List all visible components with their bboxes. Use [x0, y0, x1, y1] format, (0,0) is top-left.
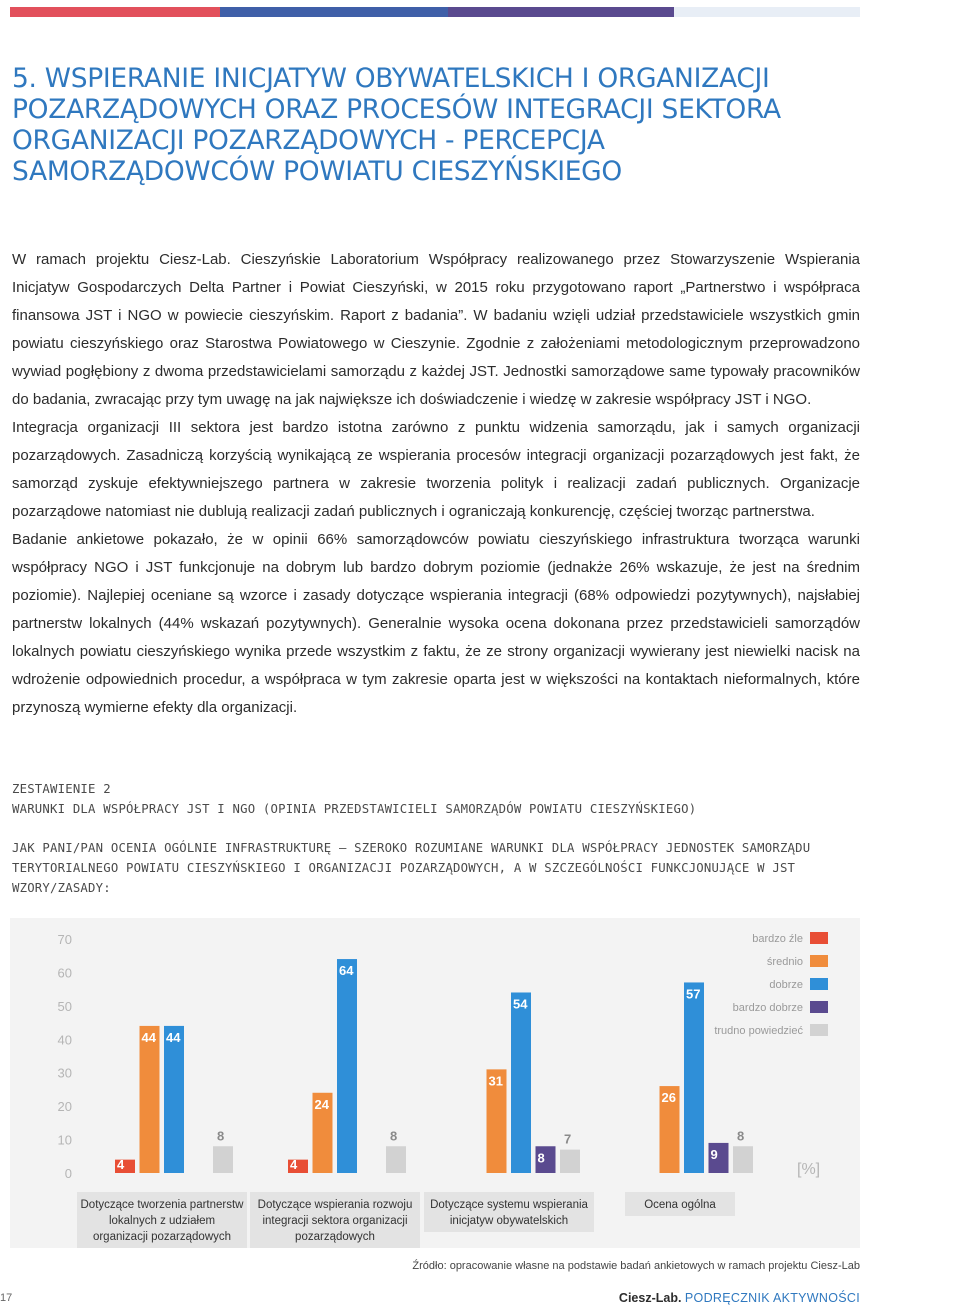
unit-label: [%]	[797, 1161, 821, 1178]
data-label: 54	[513, 996, 528, 1012]
footer-title: PODRĘCZNIK AKTYWNOŚCI	[684, 1291, 860, 1305]
bar	[560, 1150, 580, 1173]
y-tick-label: 40	[57, 1032, 72, 1048]
source-note: Źródło: opracowanie własne na podstawie badań ankietowych w ramach projektu Ciesz-Lab	[412, 1260, 860, 1272]
bar	[733, 1146, 753, 1173]
category-label: Ocena ogólna	[644, 1199, 716, 1211]
data-label: 44	[166, 1029, 181, 1045]
category-label: Dotyczące systemu wspierania	[430, 1199, 588, 1211]
y-tick-label: 10	[57, 1132, 72, 1148]
bar-chart	[10, 918, 860, 1248]
legend-swatch	[810, 932, 828, 944]
legend-label: bardzo źle	[752, 933, 803, 945]
data-label: 44	[141, 1029, 156, 1045]
top-color-bar	[10, 7, 860, 17]
y-tick-label: 60	[57, 965, 72, 981]
y-tick-label: 70	[57, 932, 72, 947]
legend-label: bardzo dobrze	[732, 1002, 803, 1014]
legend-swatch	[810, 1024, 828, 1036]
data-label: 7	[564, 1131, 572, 1147]
data-label: 9	[710, 1146, 718, 1162]
top-bar-blue	[220, 7, 448, 17]
section-label: ZESTAWIENIE 2	[12, 782, 111, 796]
bar	[164, 1026, 184, 1173]
page-number: 17	[0, 1292, 13, 1304]
section-title: WARUNKI DLA WSPÓŁPRACY JST I NGO (OPINIA PRZEDSTAWICIELI SAMORZĄDÓW POWIATU CIESZYŃSKIEGO)	[12, 802, 697, 816]
body-text	[12, 246, 860, 722]
paragraph-1: W ramach projektu Ciesz-Lab. Cieszyńskie Laboratorium Współpracy realizowanego przez Stowarzyszenie Wspierania Inicjatyw Gospodarczych Delta Partner i Powiat Cieszyński, w 2015 roku przygotowano raport „Partnerstwo i współpraca finansowa JST i NGO w powiecie cieszyńskim. Raport z badania”. W badaniu wzięli udział przedstawiciele wszystkich gmin powiatu cieszyńskiego oraz Starostwa Powiatowego w Cieszynie. Zgodnie z założeniami metodologicznym przeprowadzono wywiad pogłębiony z dwoma przedstawicielami samorządu z każdej JST. Jednostki samorządowe same typowały pracowników do badania, zwracając przy tym uwagę na jak największe ich doświadczenie i wiedzę w zakresie współpracy JST i NGO.	[12, 251, 860, 408]
legend-swatch	[810, 955, 828, 967]
data-label: 4	[290, 1157, 298, 1172]
data-label: 57	[686, 986, 701, 1002]
paragraph-3: Badanie ankietowe pokazało, że w opinii 66% samorządowców powiatu cieszyńskiego infrastruktura tworząca warunki współpracy NGO i JST funkcjonuje na dobrym lub bardzo dobrym poziomie (jednakże 26% wskazuje, że jest na średnim poziomie). Najlepiej oceniane są wzorce i zasady dotyczące wspierania integracji (68% odpowiedzi pozytywnych), najsłabiej partnerstw lokalnych (44% wskazań pozytywnych). Generalnie wysoka ocena dokonana przez przedstawicieli samorządów lokalnych powiatu cieszyńskiego wynika przede wszystkim z faktu, że ze strony organizacji wywierany jest niewielki nacisk na wdrożenie odpowiednich procedur, a współpraca w tym zakresie oparta jest w większości na kontaktach nieformalnych, które przynoszą wymierne efekty dla organizacji.	[12, 531, 860, 716]
data-label: 64	[339, 963, 354, 979]
bar	[213, 1146, 233, 1173]
legend-label: trudno powiedzieć	[714, 1025, 803, 1037]
legend-label: dobrze	[769, 979, 803, 991]
data-label: 26	[661, 1090, 676, 1106]
paragraph-2: Integracja organizacji III sektora jest bardzo istotna zarówno z punktu widzenia samorządu, jak i samych organizacji pozarządowych. Zasadniczą korzyścią wynikającą ze wspierania procesów integracji organizacji pozarządowych jest fakt, że samorząd zyskuje efektywniejszego partnera w zakresie tworzenia polityk i realizacji zadań publicznych. Organizacje pozarządowe natomiast nie dublują realizacji zadań publicznych i ograniczają konkurencję, częściej tworząc partnerstwa.	[12, 419, 860, 520]
data-label: 24	[314, 1096, 329, 1112]
y-tick-label: 50	[57, 998, 72, 1014]
top-bar-purple	[448, 7, 674, 17]
footer	[619, 1291, 860, 1305]
y-tick-label: 20	[57, 1099, 72, 1115]
category-label: pozarządowych	[295, 1231, 375, 1243]
data-label: 8	[537, 1150, 545, 1166]
bar	[337, 959, 357, 1173]
data-label: 31	[488, 1073, 503, 1089]
legend-label: średnio	[766, 956, 803, 968]
y-tick-label: 0	[64, 1166, 72, 1181]
bar	[140, 1026, 160, 1173]
bar	[511, 992, 531, 1173]
data-label: 8	[390, 1128, 398, 1144]
data-label: 4	[117, 1157, 125, 1172]
footer-brand: Ciesz-Lab.	[618, 1291, 682, 1305]
survey-question: JAK PANI/PAN OCENIA OGÓLNIE INFRASTRUKTURĘ — SZEROKO ROZUMIANE WARUNKI DLA WSPÓŁPRACY JEDNOSTEK SAMORZĄDU TERYTORIALNEGO POWIATU CIESZYŃSKIEGO I ORGANIZACJI POZARZĄDOWYCH, A W SZCZEGÓLNOŚCI FUNKCJONUJĄCE W JST WZORY/ZASADY:	[12, 841, 811, 895]
legend-swatch	[810, 978, 828, 990]
category-label: lokalnych z udziałem	[108, 1215, 216, 1227]
page-heading: 5. WSPIERANIE INICJATYW OBYWATELSKICH I ORGANIZACJI POZARZĄDOWYCH ORAZ PROCESÓW INTEGRACJI SEKTORA ORGANIZACJI POZARZĄDOWYCH - PERCEPCJA SAMORZĄDOWCÓW POWIATU CIESZYŃSKIEGO	[12, 63, 781, 187]
y-tick-label: 30	[57, 1065, 72, 1081]
data-label: 8	[737, 1128, 745, 1144]
bar	[386, 1146, 406, 1173]
top-bar-red	[10, 7, 220, 17]
category-label: organizacji pozarządowych	[92, 1231, 232, 1243]
chart	[10, 918, 860, 1248]
data-label: 8	[217, 1128, 225, 1144]
category-label: inicjatyw obywatelskich	[449, 1215, 569, 1227]
bar	[684, 982, 704, 1173]
category-label: Dotyczące wspierania rozwoju	[257, 1199, 413, 1211]
top-bar-light	[674, 7, 860, 17]
legend-swatch	[810, 1001, 828, 1013]
category-label: integracji sektora organizacji	[262, 1215, 408, 1227]
category-label: Dotyczące tworzenia partnerstw	[80, 1199, 244, 1211]
